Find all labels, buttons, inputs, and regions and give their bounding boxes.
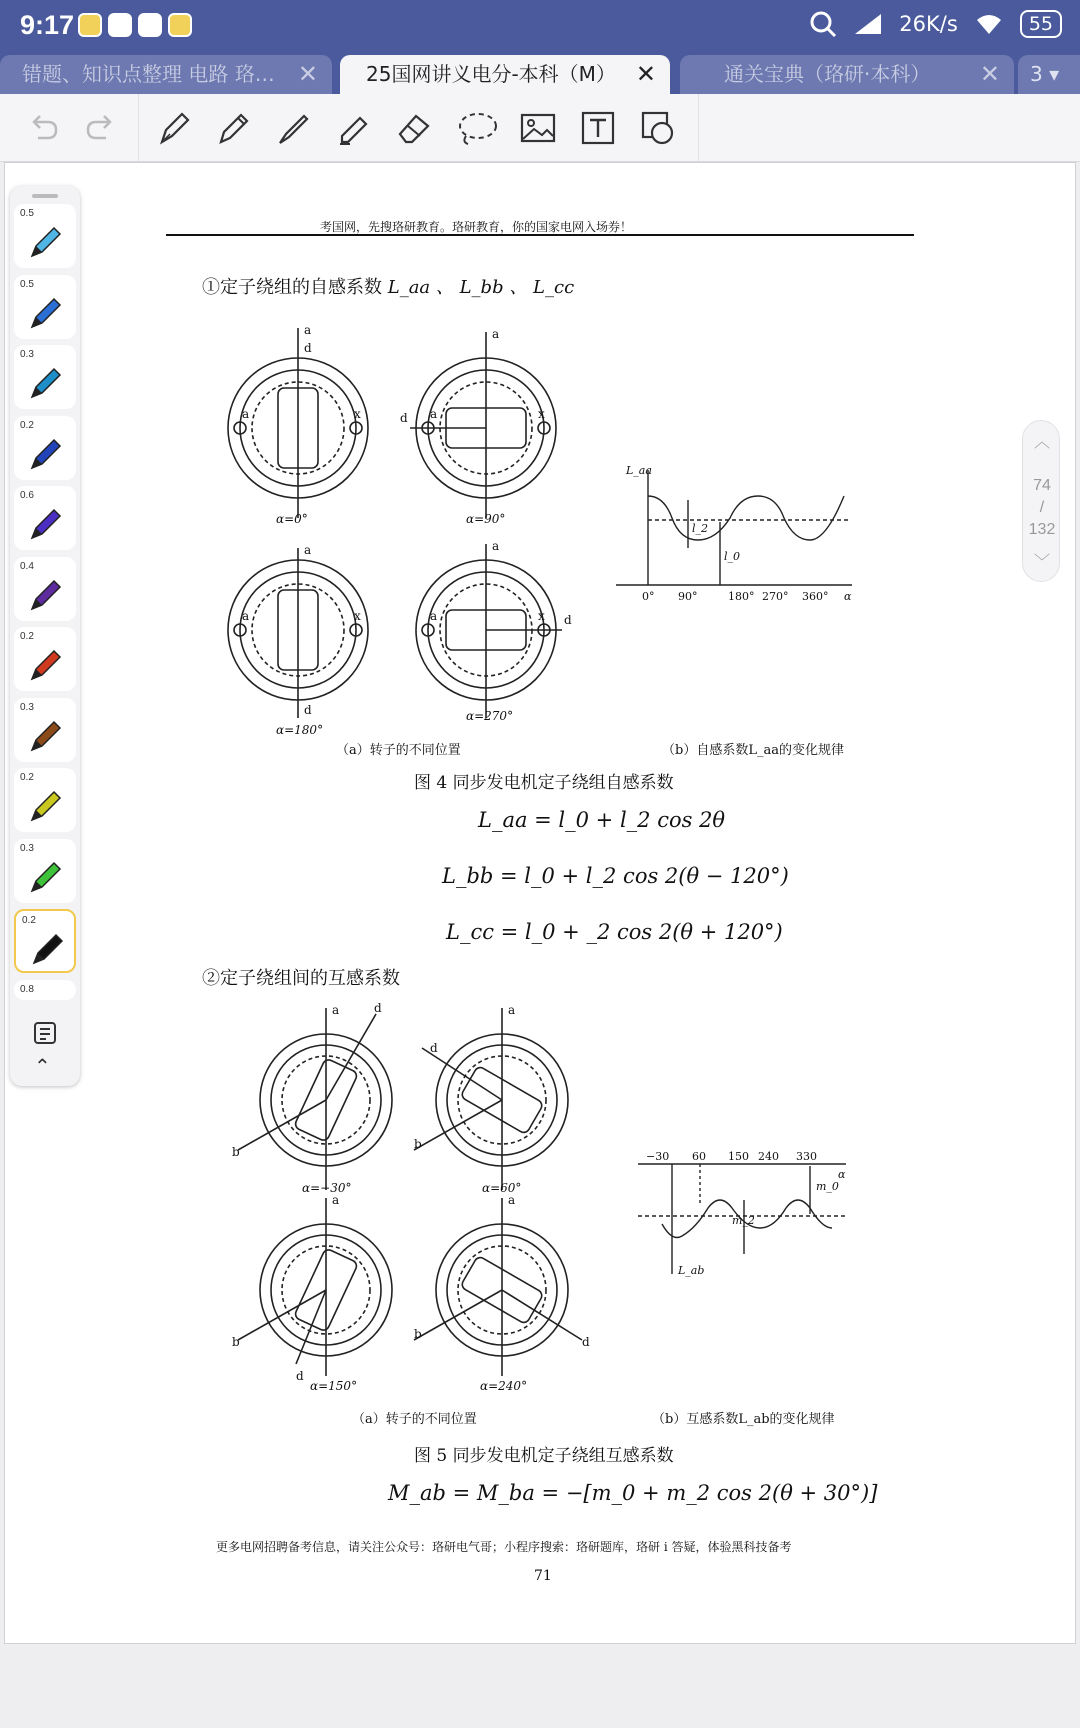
fig4-title: 图 4 同步发电机定子绕组自感系数 — [414, 773, 674, 793]
collapse-palette-icon[interactable]: ⌃ — [34, 1054, 51, 1078]
pen-preset-2[interactable] — [14, 275, 76, 339]
pen-preset-3[interactable] — [14, 345, 76, 409]
image-icon[interactable] — [514, 104, 562, 152]
pen-palette — [10, 186, 80, 1086]
page-navigator[interactable] — [1022, 420, 1060, 582]
pen-icon — [26, 786, 64, 826]
svg-text:b: b — [232, 1335, 240, 1349]
search-icon[interactable] — [809, 10, 837, 38]
fig4-caption-a: （a）转子的不同位置 — [336, 743, 461, 758]
tab-label: 通关宝典（珞研·本科） — [724, 62, 931, 86]
svg-text:x: x — [538, 407, 545, 421]
svg-text:a: a — [304, 323, 312, 337]
pen-icon — [28, 929, 66, 969]
tab-label: 25国网讲义电分-本科（M） — [366, 62, 616, 86]
tab-lecture-notes[interactable] — [340, 55, 670, 94]
pen-size-label: 0.2 — [20, 419, 34, 431]
angle-label: α=240° — [480, 1379, 528, 1390]
tick-label: 330 — [796, 1150, 817, 1163]
pen-icon[interactable] — [270, 104, 318, 152]
tick-label: 270° — [762, 590, 789, 603]
svg-text:a: a — [508, 1003, 516, 1017]
tick-label: 240 — [758, 1150, 779, 1163]
svg-text:d: d — [400, 411, 408, 425]
formula-mab: M_ab = M_ba = −[m_0 + m_2 cos 2(θ + 30°)] — [388, 1481, 878, 1505]
tick-label: 60 — [692, 1150, 706, 1163]
svg-text:d: d — [582, 1335, 590, 1349]
current-page: 74 — [1033, 477, 1051, 494]
marker-icon[interactable] — [330, 104, 378, 152]
formula-lcc: L_cc = l_0 + _2 cos 2(θ + 120°) — [446, 920, 783, 944]
pen-icon — [26, 363, 64, 403]
tab-bar — [0, 52, 1080, 94]
notification-icon — [108, 13, 132, 37]
drawing-toolbar — [0, 94, 1080, 162]
undo-icon[interactable] — [20, 104, 68, 152]
pen-size-label: 0.2 — [22, 915, 36, 926]
battery-indicator: 55 — [1020, 10, 1062, 38]
fig5-title: 图 5 同步发电机定子绕组互感系数 — [414, 1446, 674, 1466]
close-icon[interactable]: ✕ — [297, 60, 318, 88]
pen-preset-4[interactable] — [14, 416, 76, 480]
palette-settings-icon[interactable] — [32, 1020, 58, 1050]
tick-label: 150 — [728, 1150, 749, 1163]
pen-preset-1[interactable] — [14, 204, 76, 268]
svg-text:b: b — [414, 1327, 422, 1341]
svg-text:a: a — [492, 327, 500, 341]
svg-text:a: a — [492, 539, 500, 553]
svg-text:d: d — [564, 613, 572, 627]
angle-label: α=−30° — [302, 1181, 352, 1195]
divider — [138, 94, 139, 162]
fig5-caption-b: （b）互感系数L_ab的变化规律 — [652, 1412, 835, 1427]
text-box-icon[interactable] — [574, 104, 622, 152]
pen-preset-12[interactable] — [14, 980, 76, 1000]
tick-label: −30 — [646, 1150, 670, 1163]
svg-text:a: a — [304, 543, 312, 557]
section-title-mutual-inductance: ②定子绕组间的互感系数 — [202, 968, 400, 989]
tab-label: 错题、知识点整理 电路 珞… — [22, 62, 275, 86]
angle-label: α=60° — [482, 1181, 522, 1195]
svg-text:x: x — [354, 609, 361, 623]
chevron-up-icon[interactable]: ︿ — [1033, 434, 1050, 451]
wifi-icon — [974, 12, 1004, 36]
tab-error-notes[interactable] — [0, 55, 332, 94]
svg-text:d: d — [296, 1369, 304, 1383]
pen-icon — [26, 857, 64, 897]
svg-text:d: d — [430, 1041, 438, 1055]
figure-4b-self-inductance-graph — [612, 460, 862, 610]
clock: 9:17 — [20, 10, 75, 40]
formula-laa: L_aa = l_0 + l_2 cos 2θ — [478, 808, 726, 832]
redo-icon[interactable] — [76, 104, 124, 152]
shape-icon[interactable] — [634, 104, 682, 152]
network-speed: 26K/s — [899, 12, 958, 36]
svg-text:a: a — [508, 1193, 516, 1207]
svg-text:a: a — [242, 609, 250, 623]
pen-size-label: 0.3 — [20, 842, 34, 854]
pen-size-label: 0.5 — [20, 208, 34, 219]
pen-icon — [26, 716, 64, 756]
pen-size-label: 0.2 — [20, 772, 34, 783]
drag-handle[interactable] — [32, 194, 58, 198]
section-text: ①定子绕组的自感系数 — [202, 277, 382, 298]
pen-size-label: 0.6 — [20, 490, 34, 501]
svg-text:d: d — [374, 1001, 382, 1015]
svg-text:a: a — [430, 407, 438, 421]
m0-label: m_0 — [816, 1180, 839, 1193]
lasso-icon[interactable] — [454, 104, 502, 152]
svg-text:x: x — [354, 407, 361, 421]
pen-icon — [26, 434, 64, 474]
pen-preset-5[interactable] — [14, 486, 76, 550]
svg-text:d: d — [304, 341, 312, 355]
notification-icon — [138, 13, 162, 37]
divider — [698, 94, 699, 162]
bottom-area — [0, 1646, 1080, 1728]
notification-icon — [168, 13, 192, 37]
svg-text:a: a — [332, 1003, 340, 1017]
y-axis-label: L_aa — [626, 464, 652, 477]
section-variables: L_aa 、 L_bb 、 L_cc — [387, 277, 575, 298]
pen-icon — [26, 222, 64, 262]
svg-text:b: b — [232, 1145, 240, 1159]
tick-label: 0° — [642, 590, 655, 603]
close-icon[interactable]: ✕ — [635, 60, 656, 88]
eraser-icon[interactable] — [390, 104, 438, 152]
section-title-self-inductance — [202, 273, 574, 299]
notification-icon — [78, 13, 102, 37]
l2-label: l_2 — [692, 522, 709, 535]
tab-count-dropdown[interactable]: 3 ▾ — [1018, 55, 1080, 94]
svg-text:a: a — [332, 1193, 340, 1207]
pen-preset-10[interactable] — [14, 839, 76, 903]
l0-label: l_0 — [724, 550, 741, 563]
pen-size-label: 0.5 — [20, 278, 34, 290]
figure-5b-mutual-inductance-graph — [632, 1144, 852, 1284]
tab-count: 3 — [1030, 62, 1043, 86]
tick-label: 360° — [802, 590, 829, 603]
tab-pass-guide[interactable] — [680, 55, 1014, 94]
svg-text:b: b — [414, 1137, 422, 1151]
x-axis-label: α — [844, 590, 852, 603]
m2-label: m_2 — [732, 1214, 755, 1227]
pen-preset-9[interactable] — [14, 768, 76, 832]
fountain-pen-icon[interactable] — [150, 104, 198, 152]
page-header: 考国网，先搜珞研教育。珞研教育，你的国家电网入场券！ — [320, 220, 633, 234]
notification-icons — [78, 13, 192, 37]
pen-preset-11[interactable] — [14, 909, 76, 973]
pen-icon — [26, 575, 64, 615]
signal-icon — [853, 12, 883, 36]
pen-icon — [26, 645, 64, 685]
angle-label: α=150° — [310, 1379, 358, 1390]
pen-size-label: 0.8 — [20, 983, 34, 995]
x-axis-label: α — [838, 1168, 846, 1181]
page-footer: 更多电网招聘备考信息，请关注公众号：珞研电气哥；小程序搜索：珞研题库，珞研 i 答疑，体验黑科技备考 — [216, 1540, 792, 1554]
page-separator: / — [1039, 499, 1045, 516]
svg-text:a: a — [242, 407, 250, 421]
status-bar — [0, 0, 1080, 52]
header-rule — [166, 234, 914, 236]
fig5-caption-a: （a）转子的不同位置 — [352, 1412, 477, 1427]
fig4-caption-b: （b）自感系数L_aa的变化规律 — [662, 743, 844, 758]
angle-label: α=90° — [466, 512, 506, 526]
pencil-icon[interactable] — [210, 104, 258, 152]
angle-label: α=180° — [276, 723, 324, 737]
angle-label: α=0° — [276, 512, 308, 526]
page-number: 71 — [534, 1568, 552, 1584]
pen-size-label: 0.2 — [20, 631, 34, 642]
svg-text:a: a — [430, 609, 438, 623]
y-axis-label: L_ab — [678, 1264, 705, 1277]
angle-label: α=270° — [466, 709, 514, 723]
formula-lbb: L_bb = l_0 + l_2 cos 2(θ − 120°) — [442, 864, 789, 888]
pen-preset-8[interactable] — [14, 698, 76, 762]
tick-label: 90° — [678, 590, 698, 603]
figure-5a-rotor-diagrams — [226, 1000, 606, 1390]
pen-size-label: 0.3 — [20, 701, 34, 713]
close-icon[interactable]: ✕ — [979, 60, 1000, 88]
svg-text:x: x — [538, 609, 545, 623]
pen-preset-7[interactable] — [14, 627, 76, 691]
chevron-down-icon[interactable]: ﹀ — [1033, 554, 1050, 571]
total-pages: 132 — [1028, 521, 1056, 538]
pen-size-label: 0.3 — [20, 349, 34, 360]
pen-size-label: 0.4 — [20, 560, 34, 572]
pen-icon — [26, 504, 64, 544]
pen-preset-6[interactable] — [14, 557, 76, 621]
pen-icon — [26, 998, 64, 1000]
svg-text:d: d — [304, 703, 312, 717]
pen-icon — [26, 293, 64, 333]
figure-4a-rotor-diagrams — [200, 318, 600, 738]
tick-label: 180° — [728, 590, 755, 603]
